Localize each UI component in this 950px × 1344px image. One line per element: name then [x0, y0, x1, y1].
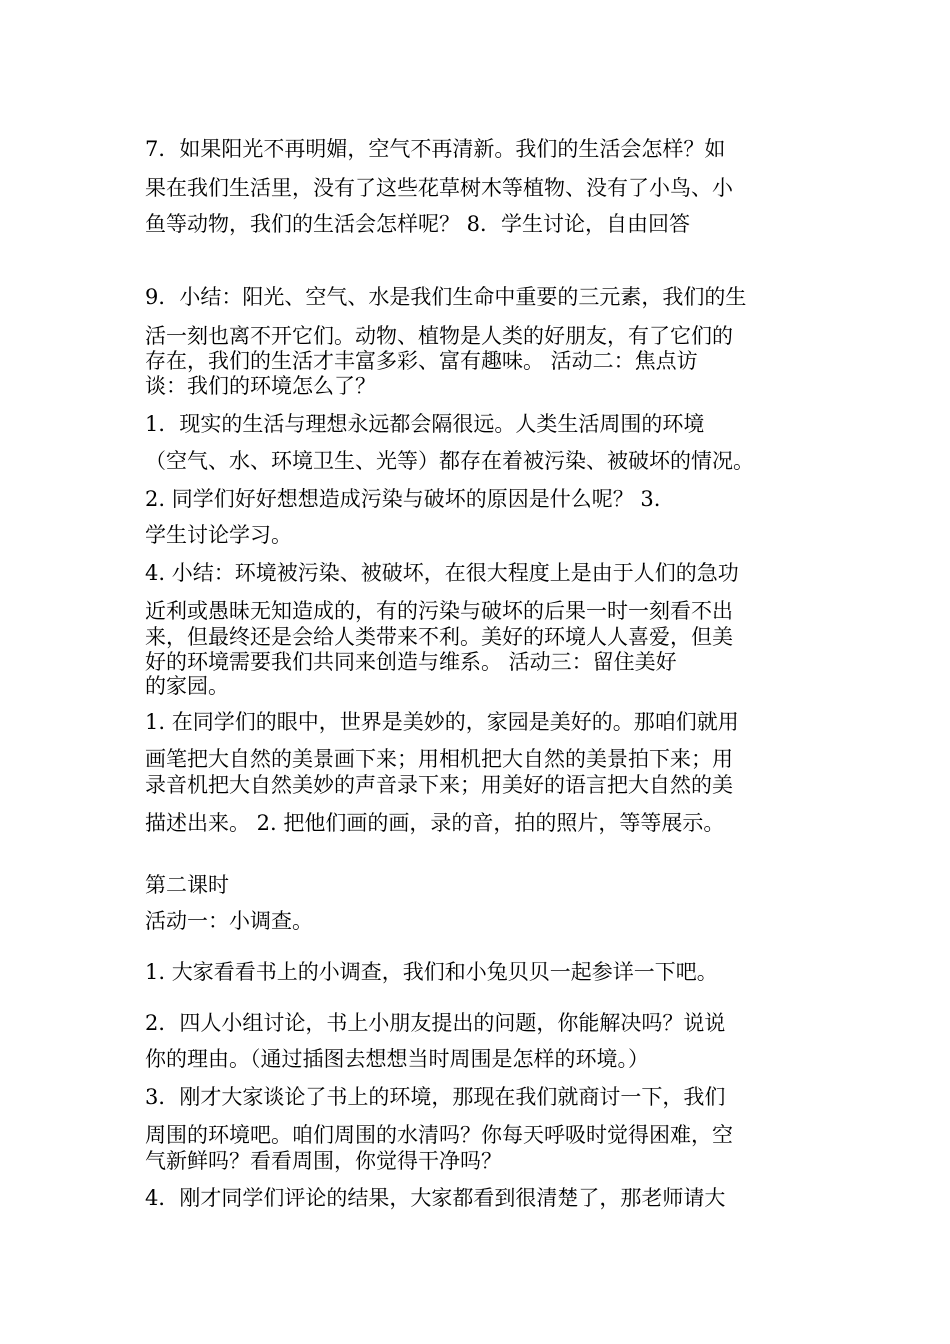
text-line: 的家园。 — [145, 674, 229, 698]
text-line: 谈：我们的环境怎么了？ — [145, 374, 376, 398]
text-line: 鱼等动物，我们的生活会怎样呢？ 8．学生讨论，自由回答 — [145, 212, 691, 236]
text-line: 你的理由。（通过插图去想想当时周围是怎样的环境。） — [145, 1047, 649, 1071]
text-line: 画笔把大自然的美景画下来；用相机把大自然的美景拍下来；用 — [145, 747, 733, 771]
text-line: 活动一：小调查。 — [145, 909, 313, 933]
text-line: 7．如果阳光不再明媚，空气不再清新。我们的生活会怎样？如 — [145, 137, 726, 161]
text-line: 气新鲜吗？看看周围，你觉得干净吗？ — [145, 1149, 502, 1173]
text-line: 果在我们生活里，没有了这些花草树木等植物、没有了小鸟、小 — [145, 176, 733, 200]
text-line: 描述出来。 2. 把他们画的画，录的音，拍的照片，等等展示。 — [145, 811, 725, 835]
text-line: 好的环境需要我们共同来创造与维系。 活动三：留住美好 — [145, 650, 677, 674]
text-line: 4. 小结：环境被污染、被破坏，在很大程度上是由于人们的急功 — [145, 561, 739, 585]
text-line: 录音机把大自然美妙的声音录下来；用美好的语言把大自然的美 — [145, 773, 733, 797]
text-line: 近利或愚昧无知造成的，有的污染与破坏的后果一时一刻看不出 — [145, 599, 733, 623]
text-line: 活一刻也离不开它们。动物、植物是人类的好朋友，有了它们的 — [145, 324, 733, 348]
text-line: 3．刚才大家谈论了书上的环境，那现在我们就商讨一下，我们 — [145, 1085, 726, 1109]
text-line: 存在，我们的生活才丰富多彩、富有趣味。 活动二：焦点访 — [145, 349, 698, 373]
text-line: 1. 大家看看书上的小调查，我们和小兔贝贝一起参详一下吧。 — [145, 960, 718, 984]
text-line: 2．四人小组讨论，书上小朋友提出的问题，你能解决吗？说说 — [145, 1011, 726, 1035]
text-line: 2. 同学们好好想想造成污染与破坏的原因是什么呢？ 3. — [145, 487, 661, 511]
text-line: 学生讨论学习。 — [145, 523, 292, 547]
text-line: 来，但最终还是会给人类带来不利。美好的环境人人喜爱，但美 — [145, 625, 733, 649]
section-heading: 第二课时 — [145, 873, 229, 897]
text-line: 周围的环境吧。咱们周围的水清吗？你每天呼吸时觉得困难，空 — [145, 1123, 733, 1147]
text-line: 4．刚才同学们评论的结果，大家都看到很清楚了，那老师请大 — [145, 1186, 726, 1210]
text-line: 9．小结：阳光、空气、水是我们生命中重要的三元素，我们的生 — [145, 285, 747, 309]
text-line: （空气、水、环境卫生、光等）都存在着被污染、被破坏的情况。 — [145, 449, 754, 473]
text-line: 1. 在同学们的眼中，世界是美妙的，家园是美好的。那咱们就用 — [145, 710, 739, 734]
text-line: 1．现实的生活与理想永远都会隔很远。人类生活周围的环境 — [145, 412, 705, 436]
